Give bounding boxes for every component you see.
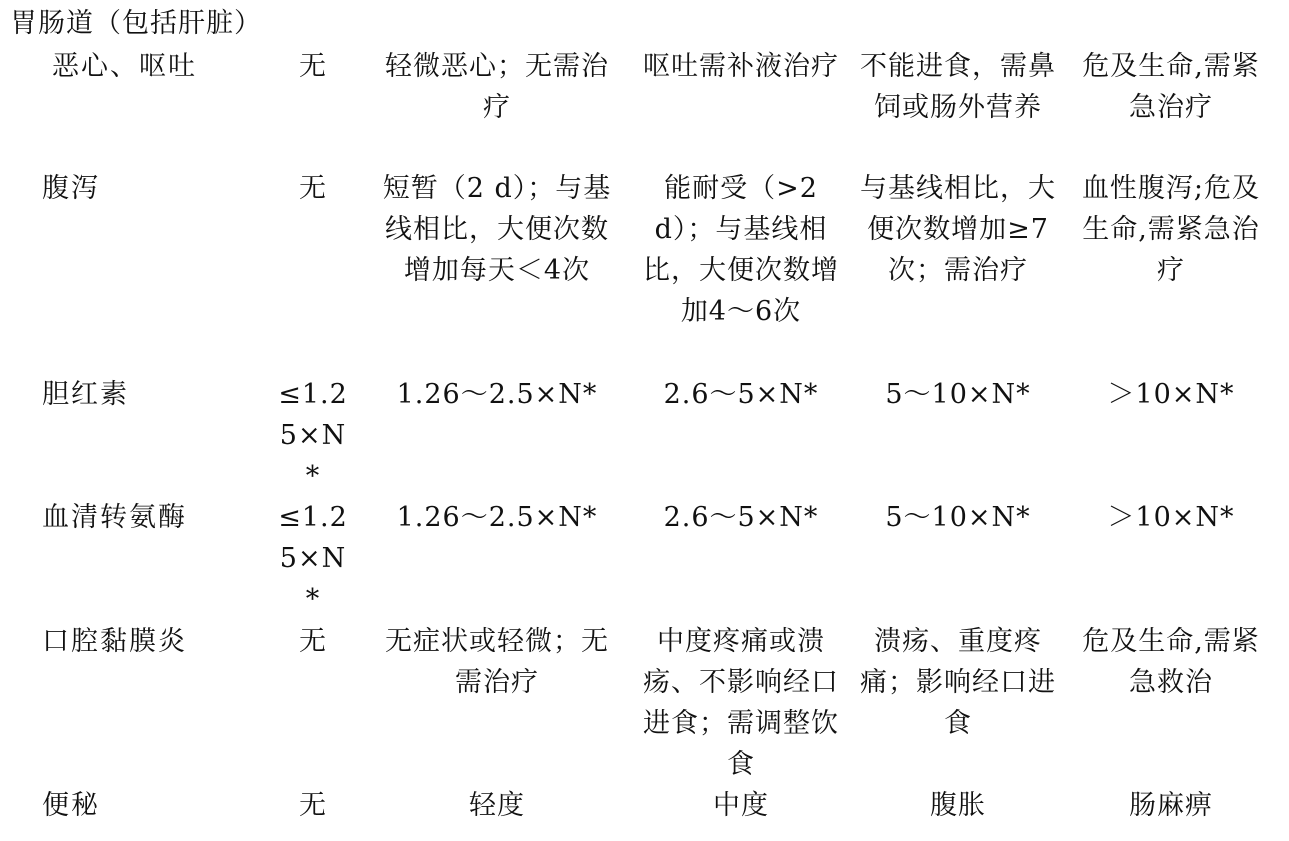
grade-3-cell: 5～10×N*: [885, 502, 1031, 533]
grade-3-cell: 与基线相比，大便次数增加≥7次；需治疗: [860, 173, 1056, 286]
row-name: 腹泻: [42, 173, 100, 204]
row-name: 血清转氨酶: [42, 502, 187, 533]
grade-2-cell: 2.6～5×N*: [663, 379, 819, 410]
grade-3-cell: 5～10×N*: [885, 379, 1031, 410]
grade-1-cell: 轻微恶心；无需治疗: [385, 51, 609, 123]
grade-4-cell: 危及生命,需紧急治疗: [1082, 51, 1260, 123]
grade-4-cell: 肠麻痹: [1129, 790, 1213, 821]
grade-4-cell: 血性腹泻;危及生命,需紧急治疗: [1081, 173, 1261, 286]
grade-0-cell: 无: [299, 790, 327, 821]
grade-4-cell: ＞10×N*: [1107, 379, 1235, 410]
grade-0-cell: 无: [299, 626, 327, 657]
grade-1-cell: 短暂（2 d）；与基线相比，大便次数增加每天＜4次: [382, 173, 612, 286]
row-name: 便秘: [42, 790, 100, 821]
row-name: 口腔黏膜炎: [42, 626, 187, 657]
row-name: 恶心、呕吐: [52, 51, 197, 82]
grade-4-cell: ＞10×N*: [1107, 502, 1235, 533]
grade-3-cell: 不能进食，需鼻饲或肠外营养: [860, 51, 1056, 123]
grade-0-cell: ≤1.25×N*: [278, 379, 348, 492]
grade-1-cell: 1.26～2.5×N*: [396, 502, 598, 533]
grade-0-cell: ≤1.25×N*: [278, 502, 348, 615]
grade-2-cell: 中度疼痛或溃疡、不影响经口进食；需调整饮食: [643, 626, 839, 780]
row-name: 胆红素: [42, 379, 129, 410]
grade-0-cell: 无: [299, 51, 327, 82]
grade-4-cell: 危及生命,需紧急救治: [1082, 626, 1260, 698]
grade-2-cell: 中度: [713, 790, 769, 821]
section-title: 胃肠道（包括肝脏）: [10, 8, 262, 39]
grade-1-cell: 无症状或轻微；无需治疗: [385, 626, 609, 698]
grade-3-cell: 溃疡、重度疼痛；影响经口进食: [860, 626, 1056, 739]
grade-2-cell: 能耐受（>2 d）；与基线相比，大便次数增加4～6次: [643, 173, 839, 327]
grade-2-cell: 2.6～5×N*: [663, 502, 819, 533]
grade-2-cell: 呕吐需补液治疗: [643, 51, 839, 82]
grade-1-cell: 1.26～2.5×N*: [396, 379, 598, 410]
grade-0-cell: 无: [299, 173, 327, 204]
grade-3-cell: 腹胀: [930, 790, 986, 821]
grade-1-cell: 轻度: [469, 790, 525, 821]
